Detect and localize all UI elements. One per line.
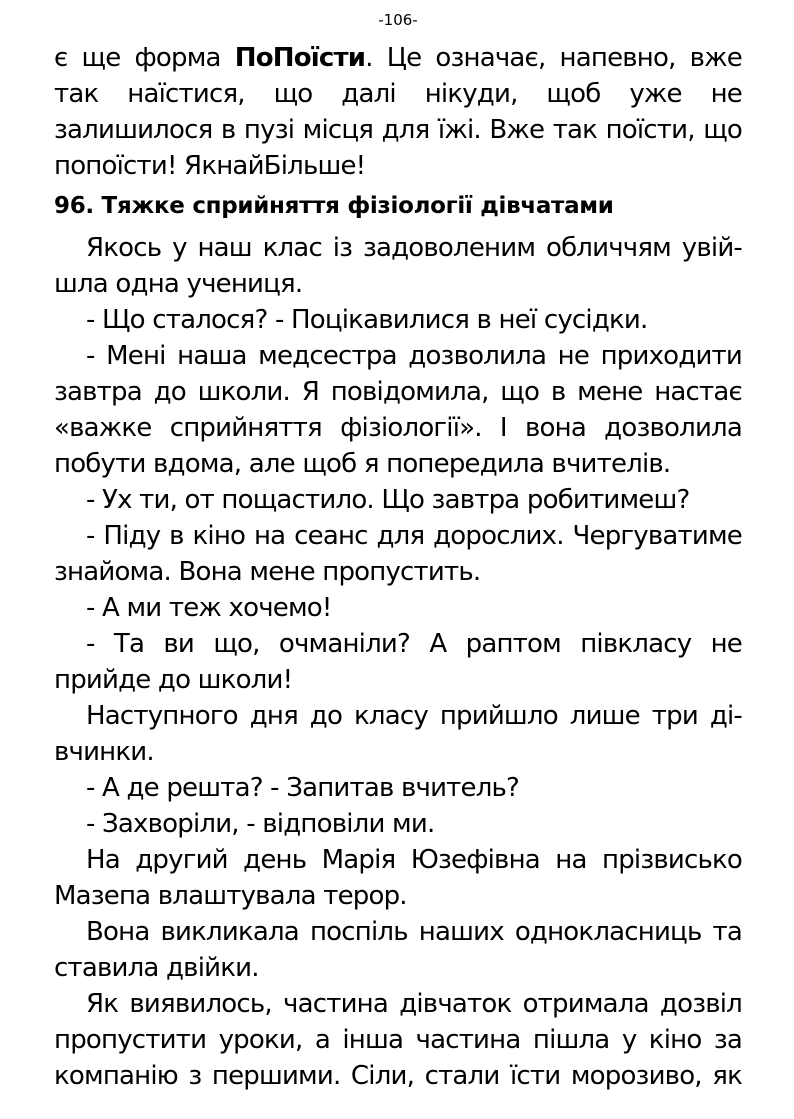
text-line: - А ми теж хочемо! xyxy=(86,593,332,623)
text-line: Як виявилось, частина дівчаток отримала дозвіл xyxy=(86,989,742,1019)
text-line: компанію з першими. Сіли, стали їсти морозиво, як xyxy=(54,1061,742,1091)
text-line: попоїсти! ЯкнайБільше! xyxy=(54,151,366,181)
text-line: завтра до школи. Я повідомила, що в мене настає xyxy=(54,377,742,407)
text-line: ставила двійки. xyxy=(54,953,259,983)
text-line: вчинки. xyxy=(54,737,154,767)
section-heading: 96. Тяжке сприйняття фізіології дівчатами xyxy=(54,193,614,219)
page-number: -106- xyxy=(378,11,418,29)
text-line: пропустити уроки, а інша частина пішла у кіно за xyxy=(54,1025,742,1055)
text-line: так наїстися, що далі нікуди, щоб уже не xyxy=(54,79,742,109)
text-line: Наступного дня до класу прийшло лише три ді- xyxy=(86,701,742,731)
text-line: шла одна учениця. xyxy=(54,269,303,299)
text-line: знайома. Вона мене пропустить. xyxy=(54,557,481,587)
text-line: - А де решта? - Запитав вчитель? xyxy=(86,773,520,803)
text-line: Вона викликала поспіль наших однокласниць та xyxy=(86,917,742,947)
text-line: На другий день Марія Юзефівна на прізвисько xyxy=(86,845,742,875)
text-line: є ще форма ПоПоїсти. Це означає, напевно, вже xyxy=(54,43,742,73)
text-line: - Та ви що, очманіли? А раптом півкласу не xyxy=(86,629,742,659)
text-line: «важке сприйняття фізіології». І вона дозволила xyxy=(54,413,742,443)
text-line: - Мені наша медсестра дозволила не приходити xyxy=(86,341,742,371)
text-line: залишилося в пузі місця для їжі. Вже так поїсти, що xyxy=(54,115,742,145)
text-line: - Захворіли, - відповіли ми. xyxy=(86,809,435,839)
text-line: - Піду в кіно на сеанс для дорослих. Чергуватиме xyxy=(86,521,742,551)
bold-term: ПоПоїсти xyxy=(234,43,366,73)
text-line: - Ух ти, от пощастило. Що завтра робитимеш? xyxy=(86,485,690,515)
text-line: побути вдома, але щоб я попередила вчителів. xyxy=(54,449,671,479)
text-line: Якось у наш клас із задоволеним обличчям увій- xyxy=(86,233,742,263)
body-text xyxy=(54,40,742,1094)
text-line: Мазепа влаштувала терор. xyxy=(54,881,407,911)
text-line: - Що сталося? - Поцікавилися в неї сусідки. xyxy=(86,305,648,335)
text-line: прийде до школи! xyxy=(54,665,293,695)
